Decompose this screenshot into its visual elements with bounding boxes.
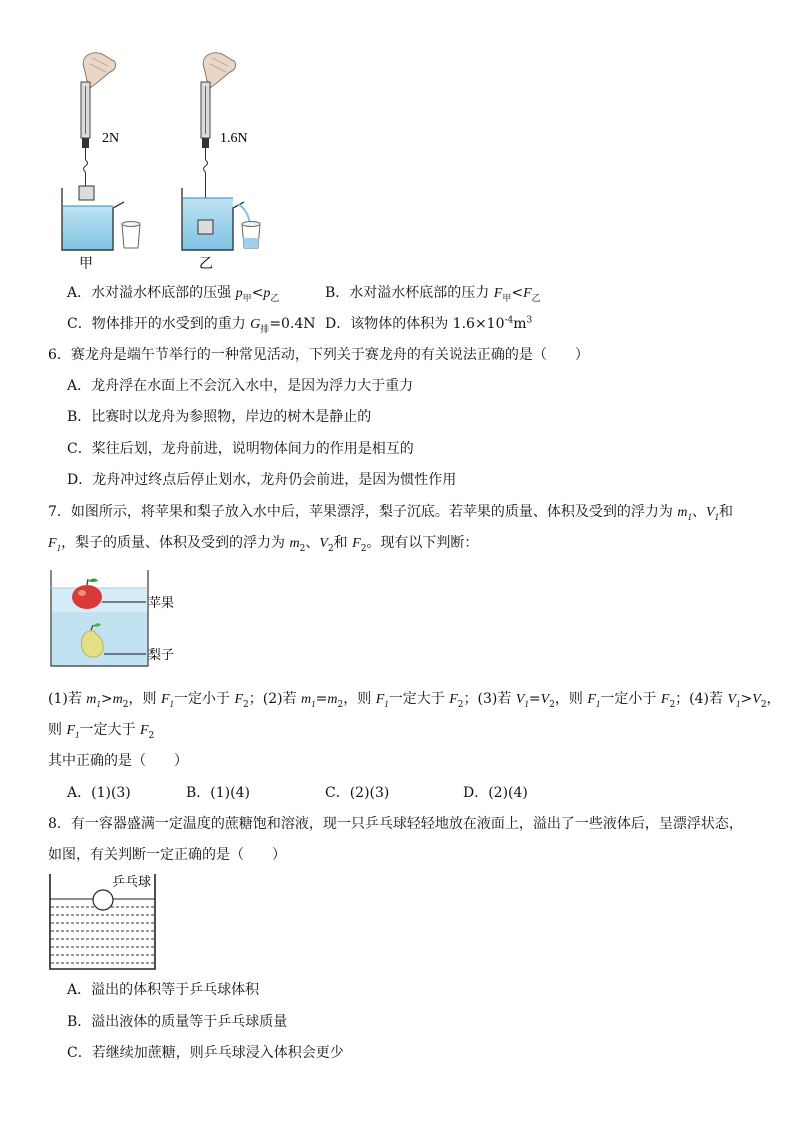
left-object bbox=[79, 186, 94, 200]
q7-option-b: B．(1)(4) bbox=[186, 785, 250, 801]
q7-figure bbox=[50, 568, 190, 672]
q7-option-c: C．(2)(3) bbox=[325, 785, 390, 801]
left-spring-scale bbox=[81, 82, 90, 186]
right-caption: 乙 bbox=[199, 257, 213, 272]
q8-stem-line1: 8．有一容器盛满一定温度的蔗糖饱和溶液，现一只乒乓球轻轻地放在液面上，溢出了一些液体后，呈漂浮状态， bbox=[48, 816, 743, 832]
q8-option-a: A．溢出的体积等于乒乓球体积 bbox=[67, 982, 260, 998]
ping-pong-ball bbox=[93, 890, 113, 910]
q6-option-a: A．龙舟浮在水面上不会沉入水中，是因为浮力大于重力 bbox=[67, 378, 414, 394]
left-caption: 甲 bbox=[79, 257, 93, 272]
apple-label: 苹果 bbox=[148, 595, 175, 610]
q6-stem: 6．赛龙舟是端午节举行的一种常见活动，下列关于赛龙舟的有关说法正确的是（ ） bbox=[48, 347, 589, 363]
q5-option-d: D．该物体的体积为 $1.6\times 10^{-4}m^3$ bbox=[325, 315, 533, 332]
pear-label: 梨子 bbox=[148, 647, 175, 662]
q5-option-a: A．水对溢水杯底部的压强 $p_甲<p_乙$ bbox=[67, 285, 280, 304]
q7-option-a: A．(1)(3) bbox=[67, 785, 131, 801]
q8-figure bbox=[48, 872, 168, 972]
q6-option-b: B．比赛时以龙舟为参照物，岸边的树木是静止的 bbox=[67, 409, 372, 425]
q7-option-d: D．(2)(4) bbox=[463, 785, 528, 801]
q5-figure bbox=[50, 48, 290, 274]
left-bucket bbox=[122, 222, 140, 249]
q5-option-b: B．水对溢水杯底部的压力 $F_甲<F_乙$ bbox=[325, 285, 541, 304]
right-object bbox=[198, 220, 213, 234]
left-reading: 2N bbox=[102, 131, 120, 146]
apple-icon bbox=[72, 579, 102, 610]
q7-question: 其中正确的是（ ） bbox=[48, 753, 188, 769]
q6-option-c: C．桨往后划，龙舟前进，说明物体间力的作用是相互的 bbox=[67, 441, 414, 457]
right-reading: 1.6N bbox=[220, 131, 248, 146]
q8-stem-line2: 如图，有关判断一定正确的是（ ） bbox=[48, 847, 286, 863]
q6-option-d: D．龙舟冲过终点后停止划水，龙舟仍会前进，是因为惯性作用 bbox=[67, 472, 457, 488]
right-bucket bbox=[242, 222, 260, 249]
q8-option-c: C．若继续加蔗糖，则乒乓球浸入体积会更少 bbox=[67, 1045, 344, 1061]
q8-option-b: B．溢出液体的质量等于乒乓球质量 bbox=[67, 1014, 288, 1030]
q7-judgements-line2: 则 $F_1$一定大于 $F_2$ bbox=[48, 722, 155, 741]
right-overflow-cup bbox=[182, 188, 250, 250]
q7-stem-line1: 7．如图所示，将苹果和梨子放入水中后，苹果漂浮，梨子沉底。若苹果的质量、体积及受到的浮力为 $m_1$、$V_1$和 bbox=[48, 504, 734, 522]
ball-label: 乒乓球 bbox=[112, 874, 152, 889]
q7-stem-line2: $F_1$，梨子的质量、体积及受到的浮力为 $m_2$、$V_2$和 $F_2$。现有以下判断： bbox=[48, 535, 479, 554]
q5-option-c: C．物体排开的水受到的重力 $G_排=0.4N$ bbox=[67, 316, 316, 335]
q7-judgements-line1: (1)若 $m_1>m_2$，则 $F_1$一定小于 $F_2$；(2)若 $m_1=m_2$，则 $F_1$一定大于 $F_2$；(3)若 $V_1=V_2$，则 $F_1$一定小于 $F_2$；(4)若 $V_1>V_2$， bbox=[48, 691, 781, 710]
